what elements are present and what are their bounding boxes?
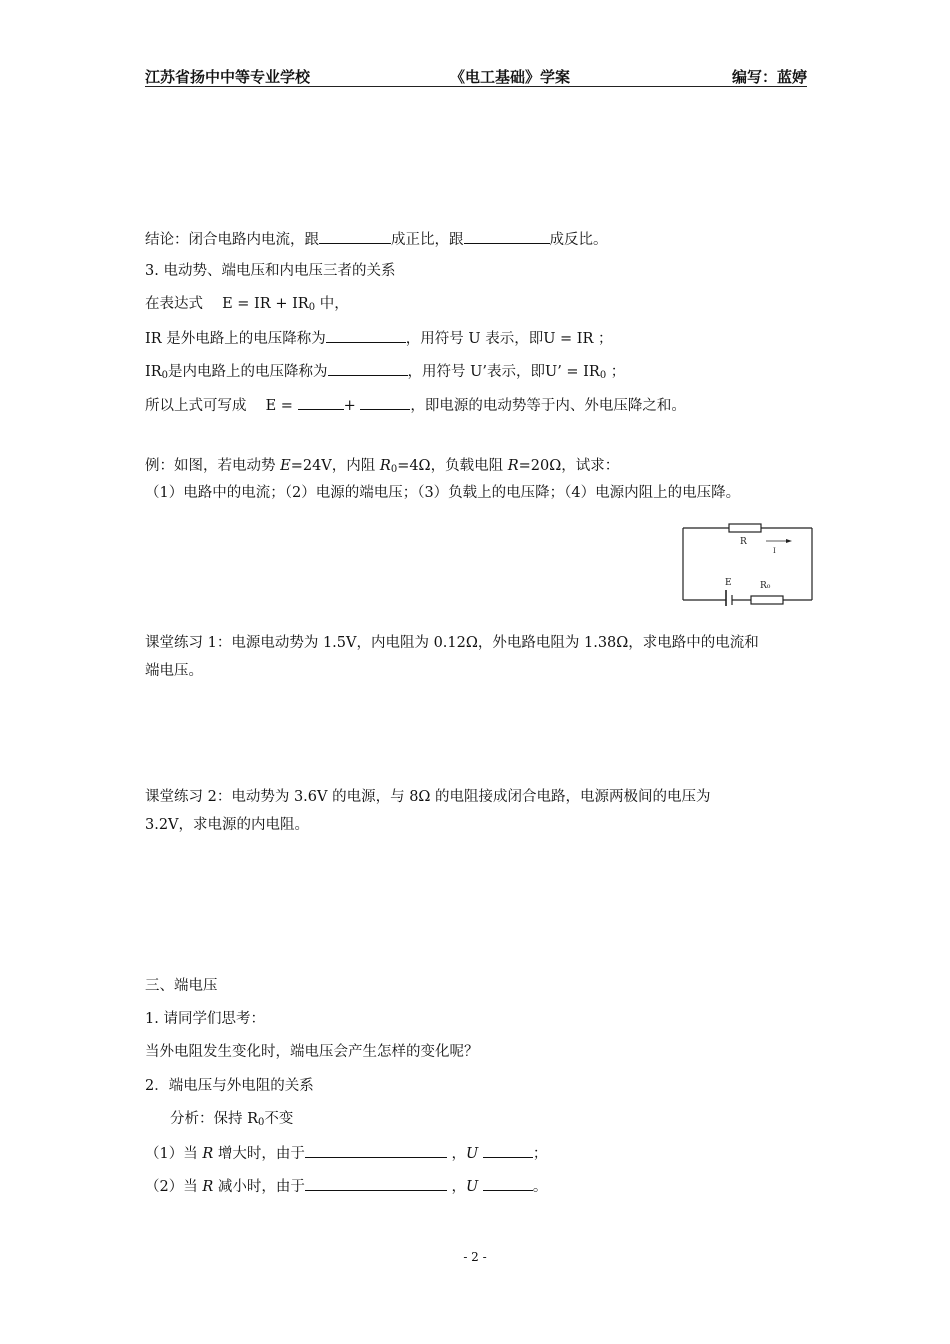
ir-line: IR 是外电路上的电压降称为 ，用符号 U 表示，即U = IR ； bbox=[145, 327, 613, 349]
case1-reason-blank[interactable] bbox=[305, 1142, 447, 1158]
header-school: 江苏省扬中中等专业学校 bbox=[145, 68, 311, 86]
resistor-r0 bbox=[751, 596, 783, 604]
label-r: R bbox=[740, 537, 747, 547]
example-questions: （1）电路中的电流；（2）电源的端电压；（3）负载上的电压降；（4）电源内阻上的电压降。 bbox=[145, 485, 741, 501]
ir0-line: $IR_0$是内电路上的电压降称为 ，用符号 U’表示，即U’ = $IR_0$ ； bbox=[145, 360, 625, 386]
external-voltage-blank[interactable] bbox=[326, 327, 406, 343]
conclusion-line: 结论：闭合电路内电流，跟 成正比，跟 成反比。 bbox=[145, 228, 608, 250]
resistor-r bbox=[729, 524, 761, 532]
example-line: 例：如图，若电动势 E=24V，内阻 $R_0=4\Omega$，负载电阻 R=20Ω，试求： bbox=[145, 458, 620, 475]
conclusion-blank-2[interactable] bbox=[464, 228, 550, 244]
case2-reason-blank[interactable] bbox=[305, 1175, 447, 1191]
exercise2-line1: 课堂练习 2：电动势为 3.6V 的电源，与 8Ω 的电阻接成闭合电路，电源两极间的电压为 bbox=[145, 789, 711, 805]
case1-u-blank[interactable] bbox=[483, 1142, 533, 1158]
label-e: E bbox=[725, 578, 732, 588]
exercise1-line1: 课堂练习 1：电源电动势为 1.5V，内电阻为 0.12Ω，外电路电阻为 1.38Ω，求电路中的电流和 bbox=[145, 635, 759, 651]
label-r0: R₀ bbox=[760, 581, 771, 591]
internal-voltage-blank[interactable] bbox=[328, 360, 408, 376]
sum-blank-2[interactable] bbox=[360, 394, 410, 410]
analysis-line: 分析：保持 $R_0$不变 bbox=[170, 1111, 294, 1128]
circuit-diagram bbox=[680, 522, 816, 606]
exercise1-line2: 端电压。 bbox=[145, 663, 203, 679]
page-number: - 2 - bbox=[463, 1250, 487, 1264]
conclusion-blank-1[interactable] bbox=[319, 228, 391, 244]
sum-line: 所以上式可写成 E = + ，即电源的电动势等于内、外电压降之和。 bbox=[145, 394, 686, 416]
page-header bbox=[145, 66, 807, 87]
case2-line: （2）当 R 减小时，由于 ，U 。 bbox=[145, 1175, 547, 1197]
section3-title: 三、端电压 bbox=[145, 978, 218, 994]
header-course: 《电工基础》学案 bbox=[450, 68, 571, 86]
case2-u-blank[interactable] bbox=[483, 1175, 533, 1191]
sum-blank-1[interactable] bbox=[298, 394, 344, 410]
label-i: I bbox=[773, 547, 776, 555]
expression-line: 在表达式 E = IR + $IR_0$ 中， bbox=[145, 296, 349, 313]
current-arrow-head bbox=[786, 539, 792, 543]
section3-item2: 2．端电压与外电阻的关系 bbox=[145, 1078, 314, 1094]
case1-line: （1）当 R 增大时，由于 ，U ； bbox=[145, 1142, 547, 1164]
header-author: 编写：蓝婷 bbox=[731, 68, 807, 86]
item3-title: 3. 电动势、端电压和内电压三者的关系 bbox=[145, 263, 396, 279]
section3-item1: 1. 请同学们思考： bbox=[145, 1011, 265, 1027]
exercise2-line2: 3.2V，求电源的内电阻。 bbox=[145, 817, 310, 833]
section3-question: 当外电阻发生变化时，端电压会产生怎样的变化呢？ bbox=[145, 1044, 479, 1060]
